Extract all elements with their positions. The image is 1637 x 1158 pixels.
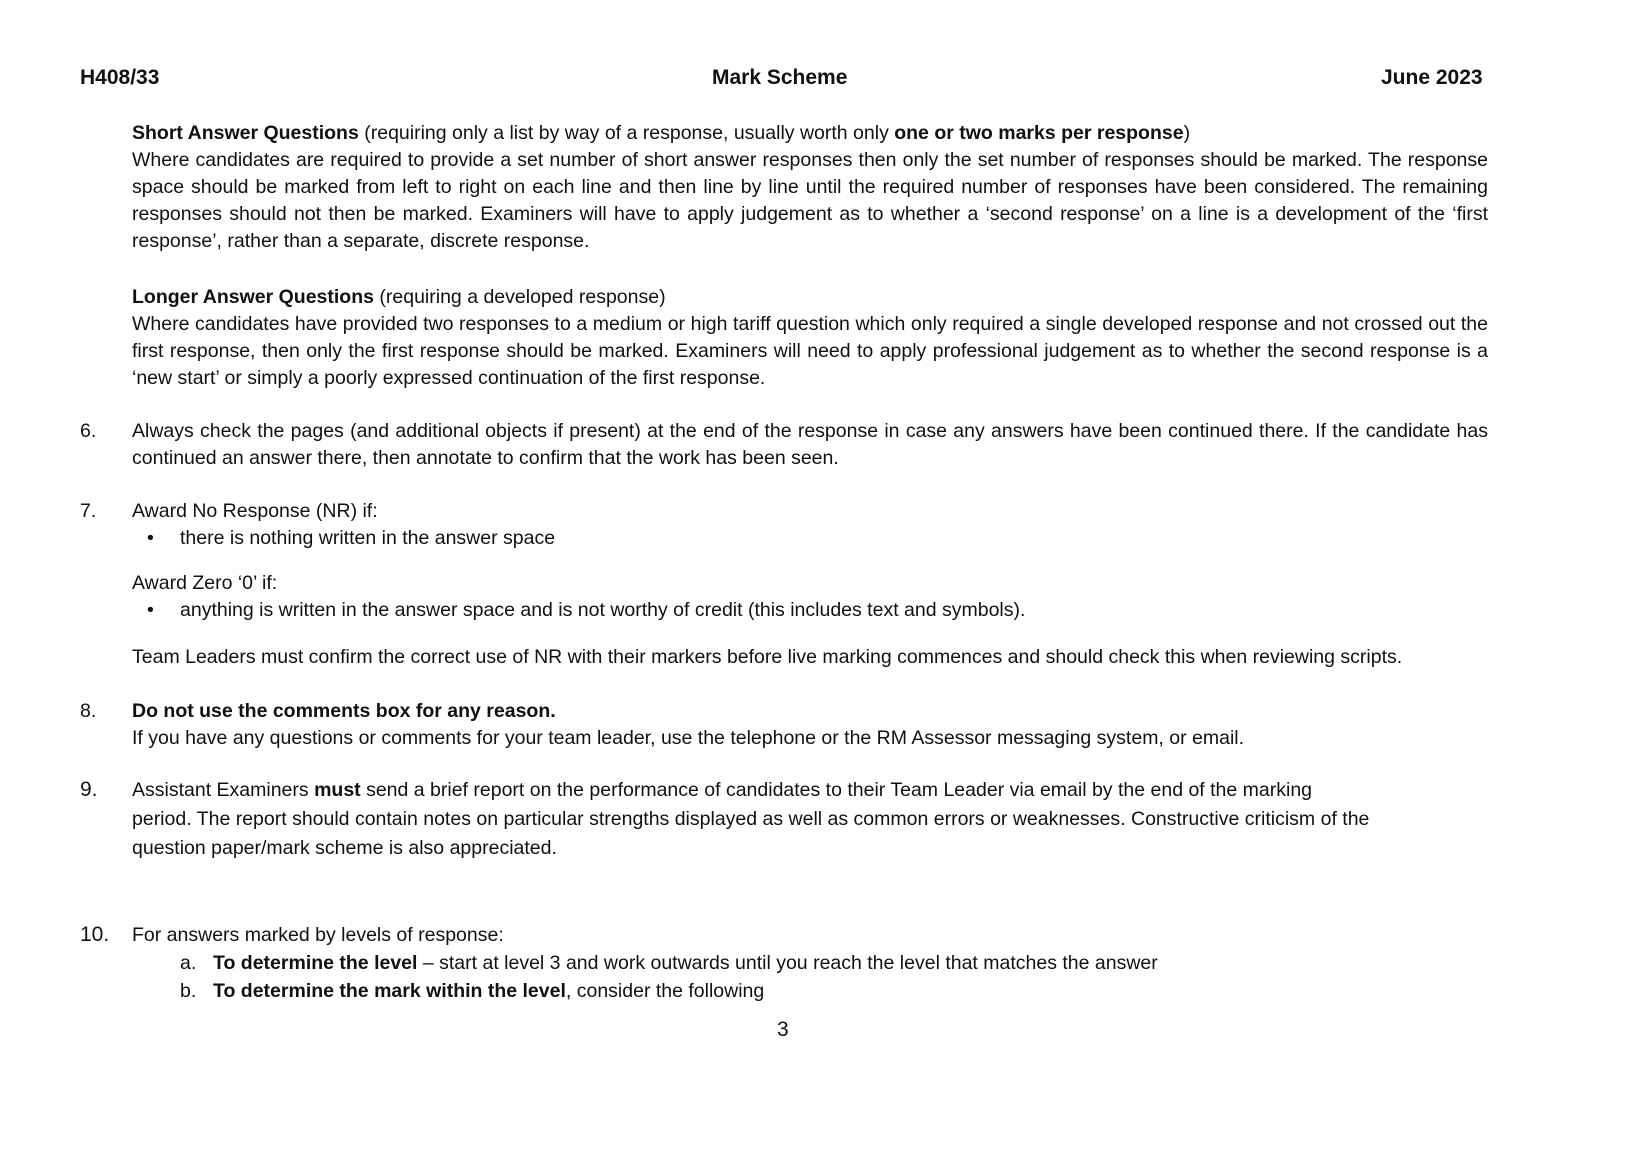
exam-date: June 2023	[1381, 66, 1483, 89]
item9-line3: question paper/mark scheme is also appreciated.	[132, 837, 557, 859]
item10-a-label: a.	[180, 952, 197, 974]
item10-b	[213, 978, 1483, 1005]
paper-code: H408/33	[80, 66, 160, 89]
item7-nr: Award No Response (NR) if:	[132, 500, 378, 522]
short-paren-close: )	[1183, 122, 1191, 144]
item9-line1: send a brief report on the performance of candidates to their Team Leader via email by the end of the marking	[360, 779, 1313, 801]
item10-text: For answers marked by levels of response:	[132, 924, 504, 946]
short-paren: (requiring only a list by way of a response, usually worth only	[358, 122, 895, 144]
longer-heading: Longer Answer Questions	[132, 286, 374, 308]
item8	[132, 698, 1488, 752]
longer-answer-section	[132, 284, 1488, 392]
short-heading: Short Answer Questions	[132, 122, 359, 144]
item10-a-text: – start at level 3 and work outwards until you reach the level that matches the answer	[417, 952, 1158, 974]
item-number: 7.	[80, 500, 97, 522]
item9-pre: Assistant Examiners	[132, 779, 315, 801]
item9	[132, 776, 1488, 863]
item10-a	[213, 950, 1483, 977]
item9-bold: must	[314, 779, 361, 801]
item7-zero-bullet: anything is written in the answer space and is not worthy of credit (this includes text and symbols).	[180, 599, 1026, 621]
short-body: Where candidates are required to provide a set number of short answer responses then only the set number of responses should be marked. The response space should be marked from left to right on each line and then line by line until the required number of responses have been considered. The remaining responses should not then be marked. Examiners will have to apply judgement as to whether a ‘second response’ on a line is a development of the ‘first response’, rather than a separate, discrete response.	[132, 149, 1488, 252]
item-number: 9.	[80, 778, 98, 801]
item7-zero: Award Zero ‘0’ if:	[132, 572, 278, 594]
item10-b-text: , consider the following	[565, 980, 765, 1002]
item8-bold: Do not use the comments box for any reason.	[132, 700, 556, 722]
item10-b-bold: To determine the mark within the level	[213, 980, 566, 1002]
bullet: •	[147, 599, 154, 621]
item10-a-bold: To determine the level	[213, 952, 418, 974]
bullet: •	[147, 527, 154, 549]
item10-b-label: b.	[180, 980, 197, 1002]
item-number: 6.	[80, 420, 97, 442]
item6-text: Always check the pages (and additional objects if present) at the end of the response in case any answers have been continued there. If the candidate has continued an answer there, then annotate to confirm that the work has been seen.	[132, 420, 1488, 469]
short-bold: one or two marks per response	[894, 122, 1184, 144]
longer-body: Where candidates have provided two responses to a medium or high tariff question which only required a single developed response and not crossed out the first response, then only the first response should be marked. Examiners will need to apply professional judgement as to whether the second response is a ‘new start’ or simply a poorly expressed continuation of the first response.	[132, 313, 1488, 389]
item8-text: If you have any questions or comments for your team leader, use the telephone or the RM Assessor messaging system, or email.	[132, 727, 1245, 749]
item-number: 8.	[80, 700, 97, 722]
longer-paren: (requiring a developed response)	[373, 286, 666, 308]
item7-team: Team Leaders must confirm the correct use of NR with their markers before live marking commences and should check this when reviewing scripts.	[132, 646, 1403, 668]
page-number: 3	[777, 1018, 789, 1041]
item7-nr-bullet: there is nothing written in the answer space	[180, 527, 556, 549]
short-answer-section	[132, 120, 1488, 255]
item-number: 10.	[80, 923, 110, 946]
page-title: Mark Scheme	[712, 66, 848, 89]
item9-line2: period. The report should contain notes on particular strengths displayed as well as common errors or weaknesses. Constructive criticism of the	[132, 808, 1370, 830]
